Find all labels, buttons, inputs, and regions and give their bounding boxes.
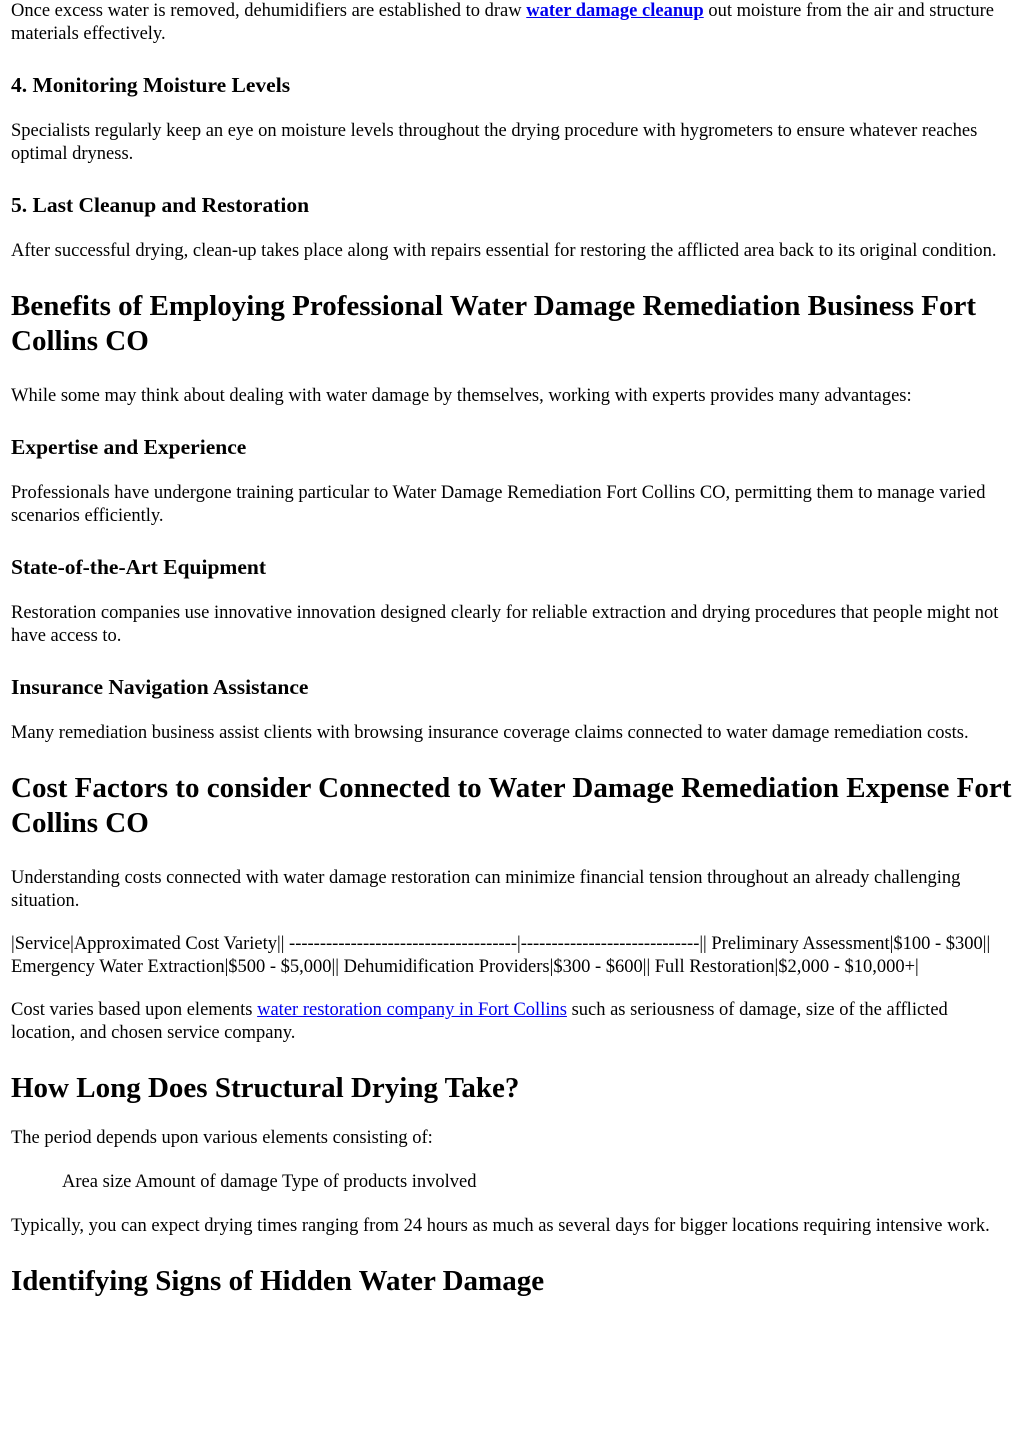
heading-benefits: Benefits of Employing Professional Water Damage Remediation Business Fort Collins CO (11, 290, 977, 357)
paragraph-insurance: Many remediation business assist clients with browsing insurance coverage claims connected to water damage remediation costs. (11, 723, 969, 743)
paragraph-benefits: While some may think about dealing with water damage by themselves, working with experts provides many advantages: (11, 386, 912, 406)
heading-drying-time: How Long Does Structural Drying Take? (11, 1072, 520, 1104)
paragraph-cost-varies (11, 999, 1014, 1045)
paragraph-cost: Understanding costs connected with water damage restoration can minimize financial tension throughout an already challenging situation. (11, 868, 961, 911)
heading-monitoring-moisture: 4. Monitoring Moisture Levels (11, 73, 291, 97)
paragraph-text: out moisture from the air and structure materials effectively. (11, 1, 994, 44)
paragraph-text: such as seriousness of damage, size of the afflicted location, and chosen service company. (11, 1000, 948, 1043)
heading-cost-factors: Cost Factors to consider Connected to Water Damage Remediation Expense Fort Collins CO (11, 772, 1012, 839)
link-water-damage-cleanup[interactable]: water damage cleanup (526, 1, 704, 21)
list-drying-factors: Area size Amount of damage Type of products involved (62, 1172, 477, 1192)
link-water-restoration-company[interactable]: water restoration company in Fort Collins (257, 1000, 567, 1020)
paragraph-cost-table: |Service|Approximated Cost Variety|| -------------------------------------|-----------------------------|| Preliminary Assessment|$100 - $300|| Emergency Water Extraction|$500 - $5,000|| Dehumidification Providers|$300 - $600|| Full Restoration|$2,000 - $10,000+| (11, 934, 991, 977)
paragraph-text: Once excess water is removed, dehumidifiers are established to draw (11, 1, 527, 21)
heading-hidden-damage: Identifying Signs of Hidden Water Damage (11, 1265, 545, 1297)
heading-equipment: State-of-the-Art Equipment (11, 555, 266, 579)
paragraph-last-cleanup: After successful drying, clean-up takes place along with repairs essential for restoring the afflicted area back to its original condition. (11, 241, 997, 261)
paragraph-typically: Typically, you can expect drying times ranging from 24 hours as much as several days for bigger locations requiring intensive work. (11, 1216, 990, 1236)
paragraph-monitoring: Specialists regularly keep an eye on moisture levels throughout the drying procedure with hygrometers to ensure whatever reaches optimal dryness. (11, 121, 978, 164)
paragraph-drying: The period depends upon various elements consisting of: (11, 1128, 433, 1148)
paragraph-dehumidifiers (11, 0, 1014, 46)
paragraph-equipment: Restoration companies use innovative innovation designed clearly for reliable extraction and drying procedures that people might not have access to. (11, 603, 999, 646)
heading-expertise: Expertise and Experience (11, 435, 247, 459)
heading-last-cleanup: 5. Last Cleanup and Restoration (11, 193, 310, 217)
paragraph-expertise: Professionals have undergone training particular to Water Damage Remediation Fort Collins CO, permitting them to manage varied scenarios efficiently. (11, 483, 986, 526)
heading-insurance: Insurance Navigation Assistance (11, 675, 309, 699)
paragraph-text: Cost varies based upon elements (11, 1000, 258, 1020)
